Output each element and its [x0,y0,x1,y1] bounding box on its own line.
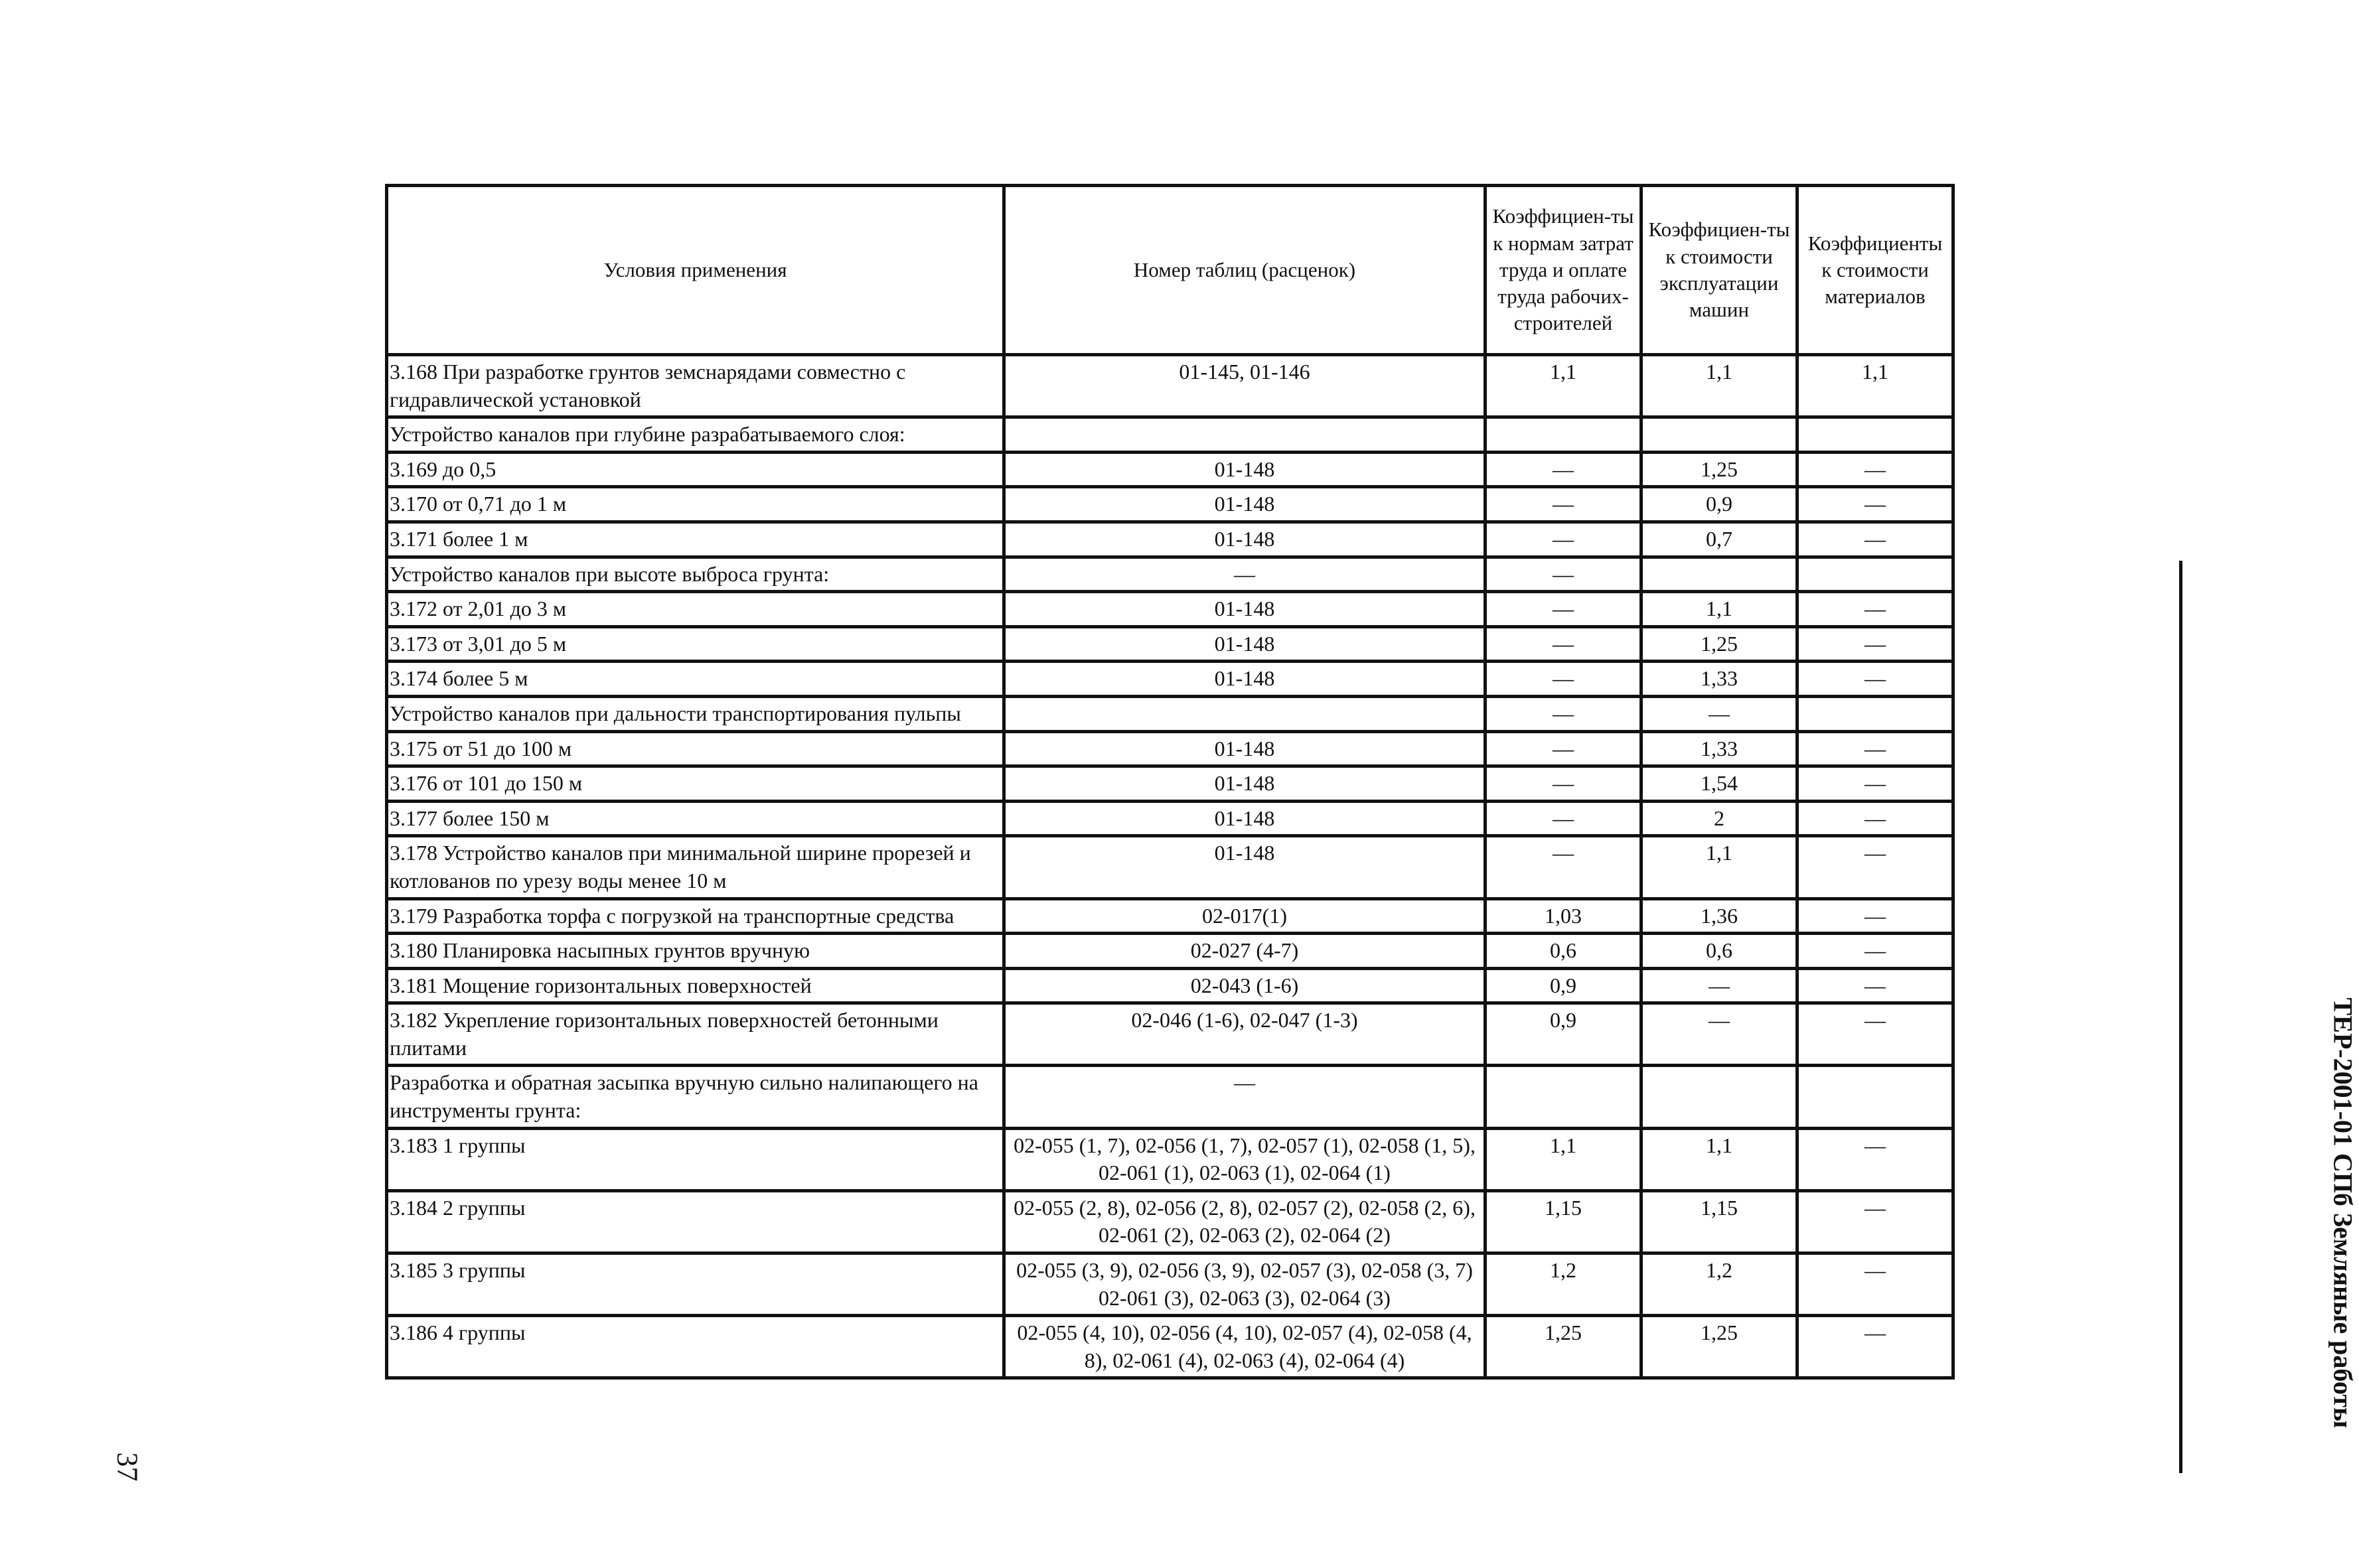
table-number-cell: 02-046 (1-6), 02-047 (1-3) [1004,1003,1485,1066]
machine-coefficient-cell: 2 [1641,801,1797,836]
labor-coefficient-cell [1485,417,1641,453]
condition-cell: 3.181 Мощение горизонтальных поверхностей [387,968,1004,1003]
machine-coefficient-cell: 1,1 [1641,836,1797,898]
machine-coefficient-cell: — [1641,968,1797,1003]
table-number-cell: — [1004,557,1485,592]
condition-cell: Устройство каналов при глубине разрабатываемого слоя: [387,417,1004,453]
condition-cell: 3.184 2 группы [387,1190,1004,1253]
table-row [387,557,1953,592]
machine-coefficient-cell [1641,1066,1797,1128]
materials-coefficient-cell: — [1797,1316,1953,1378]
labor-coefficient-cell: — [1485,522,1641,557]
materials-coefficient-cell [1797,417,1953,453]
table-header-row [387,186,1953,355]
materials-coefficient-cell: — [1797,592,1953,627]
coefficients-table [385,184,1955,1380]
table-row [387,731,1953,766]
materials-coefficient-cell: — [1797,898,1953,934]
table-number-cell: 01-148 [1004,731,1485,766]
labor-coefficient-cell: 1,2 [1485,1253,1641,1316]
condition-cell: 3.177 более 150 м [387,801,1004,836]
materials-coefficient-cell: — [1797,1253,1953,1316]
table-row [387,1003,1953,1066]
labor-coefficient-cell: 0,9 [1485,968,1641,1003]
machine-coefficient-cell: 1,1 [1641,355,1797,417]
table-number-cell: 02-027 (4-7) [1004,934,1485,969]
labor-coefficient-cell: 1,03 [1485,898,1641,934]
labor-coefficient-cell: — [1485,731,1641,766]
machine-coefficient-cell: 1,25 [1641,452,1797,487]
table-number-cell: 01-145, 01-146 [1004,355,1485,417]
labor-coefficient-cell: — [1485,662,1641,697]
labor-coefficient-cell: — [1485,557,1641,592]
machine-coefficient-cell: 1,15 [1641,1190,1797,1253]
table-row [387,766,1953,802]
table-number-cell: 01-148 [1004,836,1485,898]
labor-coefficient-cell: 1,25 [1485,1316,1641,1378]
table-number-cell: 01-148 [1004,801,1485,836]
materials-coefficient-cell [1797,1066,1953,1128]
table-row [387,1316,1953,1378]
table-row [387,626,1953,662]
labor-coefficient-cell: 0,9 [1485,1003,1641,1066]
table-row [387,898,1953,934]
labor-coefficient-cell: — [1485,696,1641,731]
machine-coefficient-cell: 0,7 [1641,522,1797,557]
materials-coefficient-cell: 1,1 [1797,355,1953,417]
table-row [387,696,1953,731]
table-body [387,355,1953,1378]
table-row [387,836,1953,898]
machine-coefficient-cell [1641,417,1797,453]
materials-coefficient-cell: — [1797,522,1953,557]
table-number-cell [1004,696,1485,731]
labor-coefficient-cell: — [1485,592,1641,627]
materials-coefficient-cell: — [1797,934,1953,969]
machine-coefficient-cell: 1,54 [1641,766,1797,802]
header-machine-coefficient: Коэффициен-ты к стоимости эксплуатации машин [1641,186,1797,355]
table-number-cell: 02-055 (1, 7), 02-056 (1, 7), 02-057 (1), 02-058 (1, 5), 02-061 (1), 02-063 (1), 02-064 (1) [1004,1128,1485,1190]
materials-coefficient-cell: — [1797,626,1953,662]
condition-cell: Устройство каналов при высоте выброса грунта: [387,557,1004,592]
condition-cell: 3.171 более 1 м [387,522,1004,557]
table-number-cell: 02-043 (1-6) [1004,968,1485,1003]
condition-cell: Разработка и обратная засыпка вручную сильно налипающего на инструменты грунта: [387,1066,1004,1128]
condition-cell: 3.183 1 группы [387,1128,1004,1190]
materials-coefficient-cell: — [1797,662,1953,697]
materials-coefficient-cell [1797,696,1953,731]
machine-coefficient-cell: — [1641,1003,1797,1066]
table-number-cell: 02-017(1) [1004,898,1485,934]
machine-coefficient-cell: 1,2 [1641,1253,1797,1316]
materials-coefficient-cell: — [1797,452,1953,487]
table-number-cell: — [1004,1066,1485,1128]
condition-cell: 3.172 от 2,01 до 3 м [387,592,1004,627]
table-number-cell: 01-148 [1004,662,1485,697]
labor-coefficient-cell: — [1485,487,1641,522]
materials-coefficient-cell: — [1797,801,1953,836]
machine-coefficient-cell: — [1641,696,1797,731]
table-number-cell: 01-148 [1004,766,1485,802]
labor-coefficient-cell: — [1485,836,1641,898]
materials-coefficient-cell: — [1797,731,1953,766]
condition-cell: 3.173 от 3,01 до 5 м [387,626,1004,662]
labor-coefficient-cell [1485,1066,1641,1128]
condition-cell: 3.168 При разработке грунтов земснарядами совместно с гидравлической установкой [387,355,1004,417]
table-number-cell: 01-148 [1004,522,1485,557]
condition-cell: 3.180 Планировка насыпных грунтов вручную [387,934,1004,969]
labor-coefficient-cell: 1,1 [1485,1128,1641,1190]
machine-coefficient-cell: 0,9 [1641,487,1797,522]
labor-coefficient-cell: 0,6 [1485,934,1641,969]
materials-coefficient-cell: — [1797,968,1953,1003]
table-row [387,1066,1953,1128]
header-table-numbers: Номер таблиц (расценок) [1004,186,1485,355]
condition-cell: 3.179 Разработка торфа с погрузкой на транспортные средства [387,898,1004,934]
table-row [387,452,1953,487]
header-labor-coefficient: Коэффициен-ты к нормам затрат труда и оплате труда рабочих-строителей [1485,186,1641,355]
table-row [387,801,1953,836]
table-row [387,1128,1953,1190]
materials-coefficient-cell [1797,557,1953,592]
condition-cell: 3.174 более 5 м [387,662,1004,697]
condition-cell: 3.176 от 101 до 150 м [387,766,1004,802]
machine-coefficient-cell: 1,33 [1641,731,1797,766]
table-number-cell: 01-148 [1004,487,1485,522]
materials-coefficient-cell: — [1797,1190,1953,1253]
side-rule [2179,561,2182,1473]
condition-cell: 3.175 от 51 до 100 м [387,731,1004,766]
labor-coefficient-cell: — [1485,801,1641,836]
labor-coefficient-cell: 1,15 [1485,1190,1641,1253]
machine-coefficient-cell: 1,1 [1641,1128,1797,1190]
table-row [387,968,1953,1003]
table-number-cell: 01-148 [1004,452,1485,487]
table-number-cell: 01-148 [1004,592,1485,627]
document-side-title: ТЕР-2001-01 СПб Земляные работы [2328,997,2358,1429]
machine-coefficient-cell [1641,557,1797,592]
materials-coefficient-cell: — [1797,1003,1953,1066]
table-row [387,355,1953,417]
labor-coefficient-cell: — [1485,766,1641,802]
condition-cell: 3.185 3 группы [387,1253,1004,1316]
table-row [387,1190,1953,1253]
table-row [387,487,1953,522]
table-number-cell: 02-055 (4, 10), 02-056 (4, 10), 02-057 (4), 02-058 (4, 8), 02-061 (4), 02-063 (4), 02-064 (4) [1004,1316,1485,1378]
materials-coefficient-cell: — [1797,766,1953,802]
condition-cell: 3.170 от 0,71 до 1 м [387,487,1004,522]
machine-coefficient-cell: 1,36 [1641,898,1797,934]
condition-cell: 3.186 4 группы [387,1316,1004,1378]
table-row [387,1253,1953,1316]
table-row [387,662,1953,697]
table-number-cell: 01-148 [1004,626,1485,662]
condition-cell: Устройство каналов при дальности транспортирования пульпы [387,696,1004,731]
page-number: 37 [111,1452,144,1482]
materials-coefficient-cell: — [1797,836,1953,898]
machine-coefficient-cell: 1,25 [1641,1316,1797,1378]
table-row [387,417,1953,453]
condition-cell: 3.182 Укрепление горизонтальных поверхностей бетонными плитами [387,1003,1004,1066]
header-conditions: Условия применения [387,186,1004,355]
condition-cell: 3.169 до 0,5 [387,452,1004,487]
machine-coefficient-cell: 1,25 [1641,626,1797,662]
machine-coefficient-cell: 0,6 [1641,934,1797,969]
labor-coefficient-cell: — [1485,626,1641,662]
header-materials-coefficient: Коэффициенты к стоимости материалов [1797,186,1953,355]
table-number-cell: 02-055 (2, 8), 02-056 (2, 8), 02-057 (2), 02-058 (2, 6), 02-061 (2), 02-063 (2), 02-064 (2) [1004,1190,1485,1253]
labor-coefficient-cell: — [1485,452,1641,487]
table-row [387,522,1953,557]
table-number-cell [1004,417,1485,453]
machine-coefficient-cell: 1,33 [1641,662,1797,697]
materials-coefficient-cell: — [1797,487,1953,522]
condition-cell: 3.178 Устройство каналов при минимальной ширине прорезей и котлованов по урезу воды менее 10 м [387,836,1004,898]
labor-coefficient-cell: 1,1 [1485,355,1641,417]
table-row [387,592,1953,627]
machine-coefficient-cell: 1,1 [1641,592,1797,627]
table-row [387,934,1953,969]
materials-coefficient-cell: — [1797,1128,1953,1190]
table-number-cell: 02-055 (3, 9), 02-056 (3, 9), 02-057 (3), 02-058 (3, 7) 02-061 (3), 02-063 (3), 02-064 (3) [1004,1253,1485,1316]
